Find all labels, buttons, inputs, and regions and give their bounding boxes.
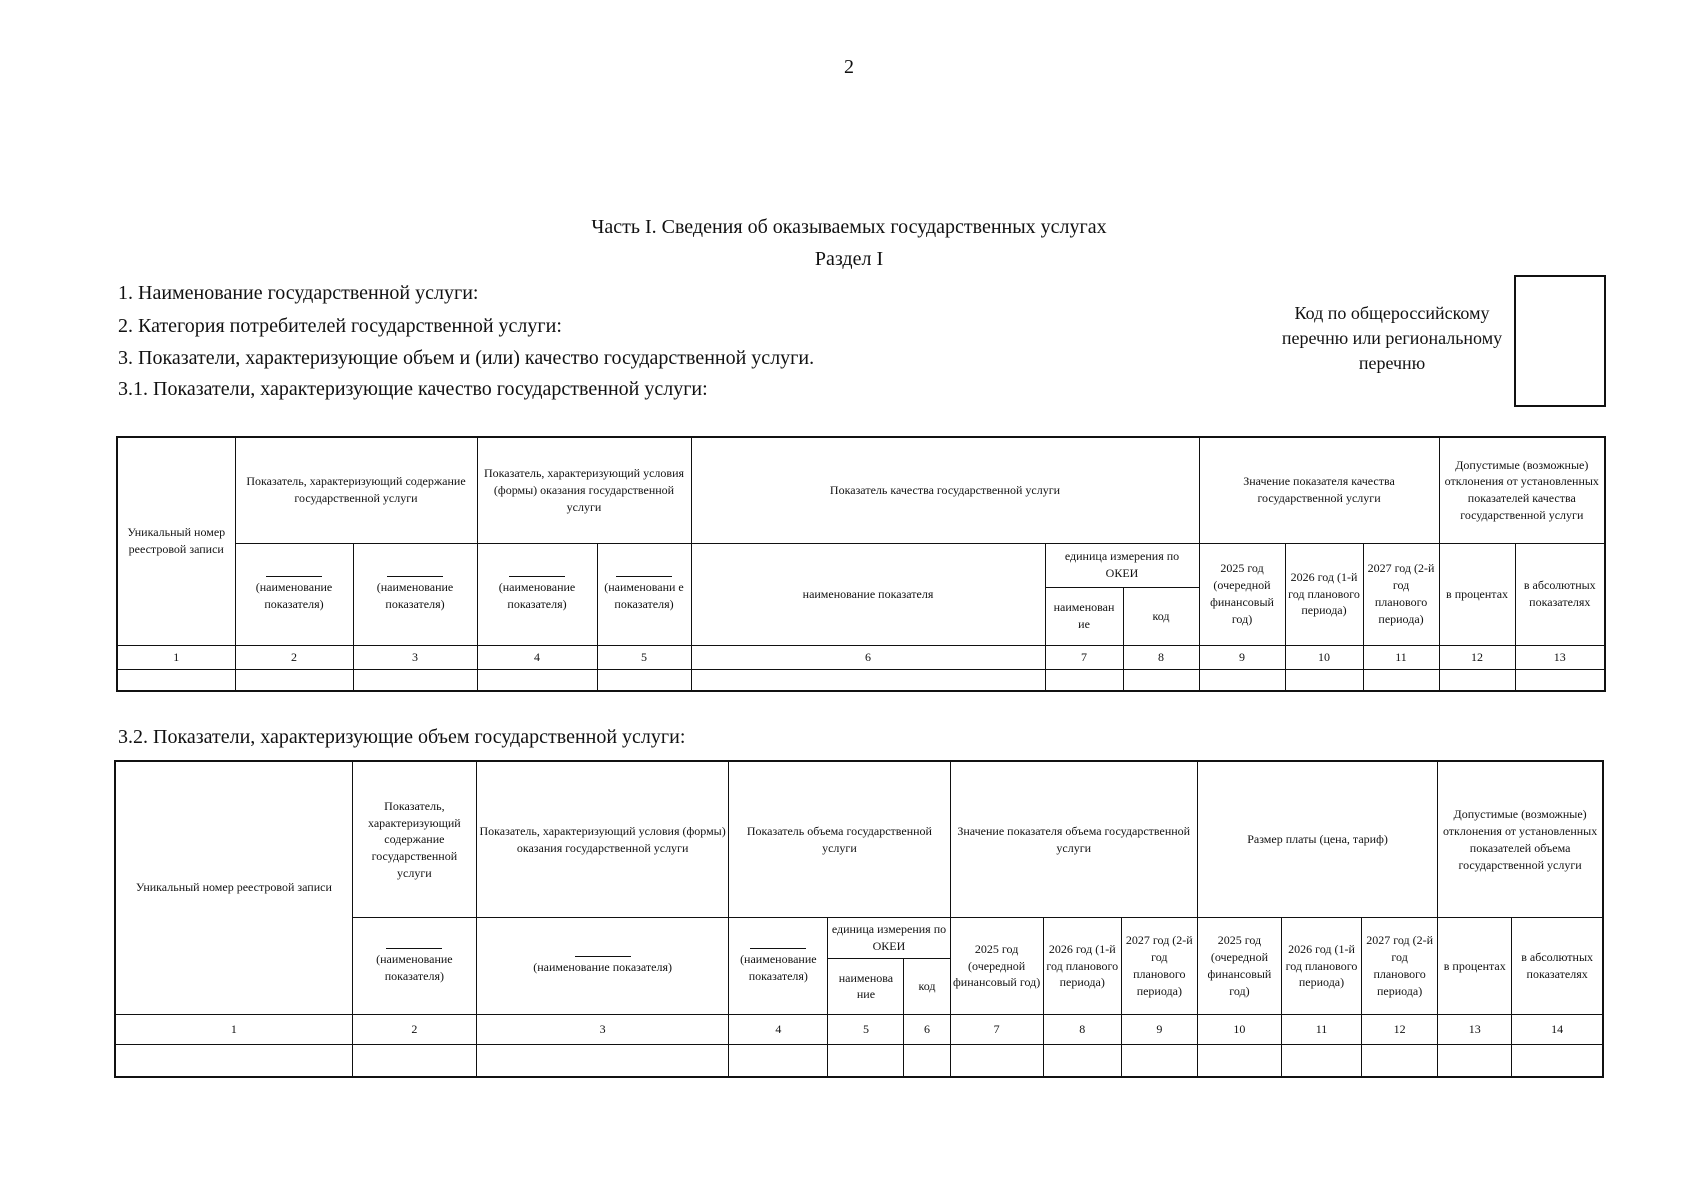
code-label: Код по общероссийскому перечню или региональному перечню — [1281, 303, 1503, 373]
table-cell[interactable] — [729, 1045, 828, 1077]
deviation-header: Допустимые (возможные) отклонения от установленных показателей качества государственной услуги — [1439, 437, 1605, 543]
column-number: 4 — [477, 645, 597, 669]
volume-indicator-name: (наименование показателя) — [729, 918, 828, 1014]
table-cell[interactable] — [1512, 1045, 1603, 1077]
column-number: 11 — [1363, 645, 1439, 669]
content-indicator-name: (наименование показателя) — [352, 918, 476, 1014]
service-name-line: 1. Наименование государственной услуги: — [118, 282, 479, 304]
table-cell[interactable] — [950, 1045, 1043, 1077]
volume-indicator-header: Показатель объема государственной услуги — [729, 761, 950, 918]
fee-2025-header: 2025 год (очередной финансовый год) — [1197, 918, 1281, 1014]
column-number: 6 — [691, 645, 1045, 669]
table-cell[interactable] — [476, 1045, 728, 1077]
column-number: 13 — [1515, 645, 1605, 669]
unit-okei-header: единица измерения по ОКЕИ — [828, 918, 950, 959]
table-cell[interactable] — [1438, 1045, 1512, 1077]
table-cell[interactable] — [352, 1045, 476, 1077]
registry-number-header: Уникальный номер реестровой записи — [117, 437, 235, 645]
column-number: 3 — [476, 1014, 728, 1044]
absolute-header: в абсолютных показателях — [1515, 543, 1605, 645]
unit-name-header: наименова ние — [828, 958, 904, 1014]
section-title: Раздел I — [814, 248, 884, 270]
part-title: Часть I. Сведения об оказываемых государственных услугах — [591, 216, 1107, 238]
quality-indicator-header: Показатель качества государственной услуги — [691, 437, 1199, 543]
column-number: 13 — [1438, 1014, 1512, 1044]
year-2027-header: 2027 год (2-й год планового периода) — [1121, 918, 1197, 1014]
column-number: 2 — [235, 645, 353, 669]
table-cell[interactable] — [477, 669, 597, 691]
column-number: 6 — [904, 1014, 950, 1044]
content-indicator-name-2: (наименование показателя) — [353, 543, 477, 645]
table-cell[interactable] — [828, 1045, 904, 1077]
conditions-indicator-header: Показатель, характеризующий условия (формы) оказания государственной услуги — [477, 437, 691, 543]
column-number: 9 — [1199, 645, 1285, 669]
table-cell[interactable] — [1281, 1045, 1361, 1077]
column-number: 10 — [1197, 1014, 1281, 1044]
conditions-indicator-name: (наименование показателя) — [476, 918, 728, 1014]
table-cell[interactable] — [691, 669, 1045, 691]
unit-name-header: наименован ие — [1045, 587, 1123, 645]
table-cell[interactable] — [1363, 669, 1439, 691]
content-indicator-header: Показатель, характеризующий содержание государственной услуги — [352, 761, 476, 918]
year-2025-header: 2025 год (очередной финансовый год) — [950, 918, 1043, 1014]
column-number: 12 — [1439, 645, 1515, 669]
code-box[interactable] — [1514, 275, 1606, 407]
absolute-header: в абсолютных показателях — [1512, 918, 1603, 1014]
content-indicator-name-1: (наименование показателя) — [235, 543, 353, 645]
table-cell[interactable] — [1043, 1045, 1121, 1077]
conditions-indicator-name-2: (наименовани е показателя) — [597, 543, 691, 645]
table-cell[interactable] — [1045, 669, 1123, 691]
unit-code-header: код — [904, 958, 950, 1014]
column-number: 12 — [1362, 1014, 1438, 1044]
quality-table — [116, 436, 1606, 692]
fee-2026-header: 2026 год (1-й год планового периода) — [1281, 918, 1361, 1014]
volume-table — [114, 760, 1604, 1078]
fee-header: Размер платы (цена, тариф) — [1197, 761, 1437, 918]
table-cell[interactable] — [1362, 1045, 1438, 1077]
unit-okei-header: единица измерения по ОКЕИ — [1045, 543, 1199, 587]
table-cell[interactable] — [235, 669, 353, 691]
conditions-indicator-header: Показатель, характеризующий условия (формы) оказания государственной услуги — [476, 761, 728, 918]
deviation-header: Допустимые (возможные) отклонения от установленных показателей объема государственной услуги — [1438, 761, 1603, 918]
column-number: 5 — [828, 1014, 904, 1044]
page-number: 2 — [844, 56, 854, 78]
table-cell[interactable] — [1121, 1045, 1197, 1077]
column-number: 5 — [597, 645, 691, 669]
unit-code-header: код — [1123, 587, 1199, 645]
column-number: 4 — [729, 1014, 828, 1044]
table-cell[interactable] — [1197, 1045, 1281, 1077]
percent-header: в процентах — [1439, 543, 1515, 645]
table-cell[interactable] — [117, 669, 235, 691]
consumer-category-line: 2. Категория потребителей государственной услуги: — [118, 315, 562, 337]
column-number: 7 — [950, 1014, 1043, 1044]
column-number: 2 — [352, 1014, 476, 1044]
table-cell[interactable] — [904, 1045, 950, 1077]
indicators-line: 3. Показатели, характеризующие объем и (или) качество государственной услуги. — [118, 347, 815, 369]
volume-indicators-heading: 3.2. Показатели, характеризующие объем государственной услуги: — [118, 726, 686, 748]
table-cell[interactable] — [597, 669, 691, 691]
column-number: 1 — [117, 645, 235, 669]
column-number: 7 — [1045, 645, 1123, 669]
conditions-indicator-name-1: (наименование показателя) — [477, 543, 597, 645]
registry-number-header: Уникальный номер реестровой записи — [115, 761, 352, 1014]
percent-header: в процентах — [1438, 918, 1512, 1014]
column-number: 9 — [1121, 1014, 1197, 1044]
quality-indicators-heading: 3.1. Показатели, характеризующие качество государственной услуги: — [118, 378, 708, 400]
column-number: 3 — [353, 645, 477, 669]
indicator-name-header: наименование показателя — [691, 543, 1045, 645]
fee-2027-header: 2027 год (2-й год планового периода) — [1362, 918, 1438, 1014]
table-cell[interactable] — [1285, 669, 1363, 691]
table-cell[interactable] — [1123, 669, 1199, 691]
column-number: 8 — [1043, 1014, 1121, 1044]
quality-value-header: Значение показателя качества государственной услуги — [1199, 437, 1439, 543]
year-2026-header: 2026 год (1-й год планового периода) — [1043, 918, 1121, 1014]
column-number: 11 — [1281, 1014, 1361, 1044]
year-2026-header: 2026 год (1-й год планового периода) — [1285, 543, 1363, 645]
column-number: 14 — [1512, 1014, 1603, 1044]
volume-value-header: Значение показателя объема государственной услуги — [950, 761, 1197, 918]
year-2025-header: 2025 год (очередной финансовый год) — [1199, 543, 1285, 645]
table-cell[interactable] — [353, 669, 477, 691]
column-number: 8 — [1123, 645, 1199, 669]
year-2027-header: 2027 год (2-й год планового периода) — [1363, 543, 1439, 645]
table-cell[interactable] — [115, 1045, 352, 1077]
content-indicator-header: Показатель, характеризующий содержание государственной услуги — [235, 437, 477, 543]
column-number: 1 — [115, 1014, 352, 1044]
column-number: 10 — [1285, 645, 1363, 669]
table-cell[interactable] — [1439, 669, 1515, 691]
table-cell[interactable] — [1515, 669, 1605, 691]
table-cell[interactable] — [1199, 669, 1285, 691]
